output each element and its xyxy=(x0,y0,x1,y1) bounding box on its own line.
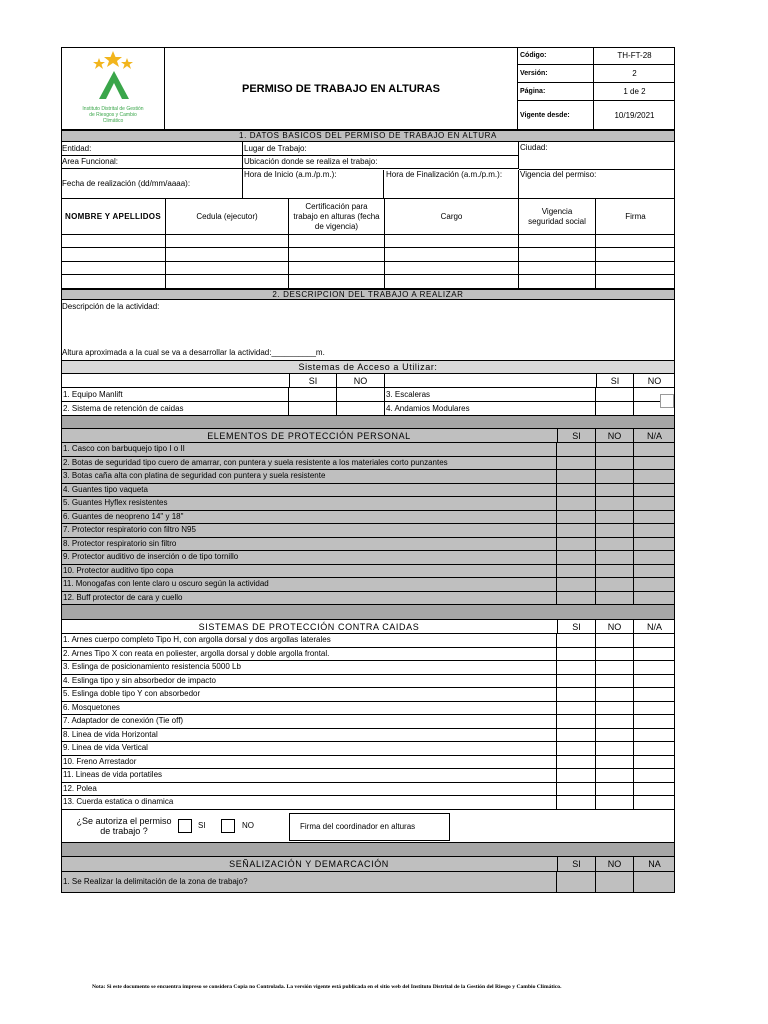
table-cell[interactable] xyxy=(385,248,519,262)
footer-note: Nota: Si este documento se encuentra impreso se considera Copia no Controlada. La versión vigente está publicada en el sitio web del Instituto Distrital de la Gestión del Riesgo y Cambio Climático. xyxy=(92,984,562,990)
si-cell[interactable] xyxy=(557,578,596,592)
table-cell[interactable] xyxy=(289,235,385,248)
field-ciudad: Ciudad: xyxy=(520,143,548,152)
table-cell[interactable] xyxy=(289,248,385,262)
checklist-item: 10. Freno Arrestador xyxy=(61,756,557,770)
acceso-si-right: SI xyxy=(596,374,634,388)
no-cell[interactable] xyxy=(596,769,634,783)
checklist-item: 8. Protector respiratorio sin filtro xyxy=(61,538,557,552)
section1-title: 1. DATOS BASICOS DEL PERMISO DE TRABAJO EN ALTURA xyxy=(61,130,675,142)
col-certificacion: Certificación para trabajo en alturas (fecha de vigencia) xyxy=(289,199,385,235)
table-cell[interactable] xyxy=(385,235,519,248)
table-cell[interactable] xyxy=(519,275,596,289)
si-cell[interactable] xyxy=(557,742,596,756)
si-cell[interactable] xyxy=(557,443,596,457)
si-cell[interactable] xyxy=(557,457,596,471)
checklist-item: 7. Protector respiratorio con filtro N95 xyxy=(61,524,557,538)
checklist-item: 1. Se Realizar la delimitación de la zona de trabajo? xyxy=(61,872,557,893)
si-cell[interactable] xyxy=(557,497,596,511)
senal-si: SI xyxy=(557,857,596,872)
si-cell[interactable] xyxy=(557,648,596,662)
caidas-si: SI xyxy=(557,620,596,634)
meta-value-page: 1 de 2 xyxy=(594,83,675,101)
table-cell[interactable] xyxy=(166,262,289,275)
logo-icon xyxy=(89,51,139,103)
checklist-item: 8. Linea de vida Horizontal xyxy=(61,729,557,743)
si-cell[interactable] xyxy=(557,524,596,538)
acceso-item: 4. Andamios Modulares xyxy=(385,402,596,416)
na-cell[interactable] xyxy=(634,769,675,783)
na-cell[interactable] xyxy=(634,796,675,810)
autoriza-si-checkbox[interactable] xyxy=(178,819,192,833)
meta-label-page: Página: xyxy=(518,83,594,101)
table-cell[interactable] xyxy=(385,262,519,275)
table-cell[interactable] xyxy=(166,275,289,289)
si-cell[interactable] xyxy=(557,688,596,702)
page-title: PERMISO DE TRABAJO EN ALTURAS xyxy=(165,47,518,130)
no-cell[interactable] xyxy=(596,443,634,457)
no-cell[interactable] xyxy=(596,729,634,743)
na-cell[interactable] xyxy=(634,538,675,552)
autoriza-question: ¿Se autoriza el permiso de trabajo ? xyxy=(76,816,172,836)
no-cell[interactable] xyxy=(596,578,634,592)
checklist-item: 11. Monogafas con lente claro u oscuro según la actividad xyxy=(61,578,557,592)
na-cell[interactable] xyxy=(634,592,675,606)
meta-label-valid: Vigente desde: xyxy=(518,101,594,130)
table-cell[interactable] xyxy=(519,235,596,248)
checklist-item: 1. Casco con barbuquejo tipo I o II xyxy=(61,443,557,457)
altura-label: Altura aproximada a la cual se va a desarrollar la actividad:__________m. xyxy=(62,348,325,357)
autoriza-no-checkbox[interactable] xyxy=(221,819,235,833)
table-cell[interactable] xyxy=(596,235,675,248)
col-firma: Firma xyxy=(625,212,646,221)
no-cell[interactable] xyxy=(596,742,634,756)
si-cell[interactable] xyxy=(557,661,596,675)
table-cell[interactable] xyxy=(166,248,289,262)
autoriza-no-label: NO xyxy=(242,821,254,830)
senal-title: SEÑALIZACIÓN Y DEMARCACIÓN xyxy=(229,859,389,869)
si-cell[interactable] xyxy=(557,538,596,552)
no-cell[interactable] xyxy=(596,648,634,662)
checklist-item: 6. Guantes de neopreno 14" y 18" xyxy=(61,511,557,525)
si-cell[interactable] xyxy=(557,783,596,797)
na-cell[interactable] xyxy=(634,524,675,538)
na-cell[interactable] xyxy=(634,497,675,511)
separator-band xyxy=(61,605,675,620)
na-cell[interactable] xyxy=(634,661,675,675)
no-cell[interactable] xyxy=(596,715,634,729)
epp-na: N/A xyxy=(646,430,662,441)
senal-na: NA xyxy=(648,859,661,869)
table-cell[interactable] xyxy=(61,248,166,262)
senal-no: NO xyxy=(596,857,634,872)
na-cell[interactable] xyxy=(634,688,675,702)
na-cell[interactable] xyxy=(634,742,675,756)
si-cell[interactable] xyxy=(557,551,596,565)
na-cell[interactable] xyxy=(634,648,675,662)
acceso-no-cell[interactable] xyxy=(337,388,385,402)
no-cell[interactable] xyxy=(596,675,634,689)
no-cell[interactable] xyxy=(596,661,634,675)
separator-band xyxy=(61,416,675,429)
checklist-item: 3. Eslinga de posicionamiento resistencia 5000 Lb xyxy=(61,661,557,675)
acceso-item: 2. Sistema de retención de caidas xyxy=(61,402,289,416)
acceso-item: 1. Equipo Manlift xyxy=(61,388,289,402)
na-cell[interactable] xyxy=(634,715,675,729)
na-cell[interactable] xyxy=(634,578,675,592)
acceso-no-right: NO xyxy=(647,375,662,386)
na-cell[interactable] xyxy=(634,511,675,525)
acceso-checkbox[interactable] xyxy=(660,394,674,408)
na-cell[interactable] xyxy=(634,702,675,716)
na-cell[interactable] xyxy=(634,470,675,484)
meta-value-valid: 10/19/2021 xyxy=(614,110,655,120)
na-cell[interactable] xyxy=(634,756,675,770)
table-cell[interactable] xyxy=(596,275,675,289)
no-cell[interactable] xyxy=(596,470,634,484)
caidas-no: NO xyxy=(596,620,634,634)
no-cell[interactable] xyxy=(596,565,634,579)
table-cell[interactable] xyxy=(166,235,289,248)
checklist-item: 4. Eslinga tipo y sin absorbedor de impacto xyxy=(61,675,557,689)
si-cell[interactable] xyxy=(557,565,596,579)
checklist-item: 11. Lineas de vida portatiles xyxy=(61,769,557,783)
na-cell[interactable] xyxy=(634,783,675,797)
checklist-item: 3. Botas caña alta con platina de seguridad con puntera y suela resistente xyxy=(61,470,557,484)
table-cell[interactable] xyxy=(519,248,596,262)
na-cell[interactable] xyxy=(634,457,675,471)
no-cell[interactable] xyxy=(596,872,634,893)
si-cell[interactable] xyxy=(557,796,596,810)
meta-value-version: 2 xyxy=(594,65,675,83)
table-cell[interactable] xyxy=(519,262,596,275)
field-ubicacion: Ubicación donde se realiza el trabajo: xyxy=(243,156,519,169)
firma-coordinador[interactable]: Firma del coordinador en alturas xyxy=(289,813,450,841)
checklist-item: 2. Arnes Tipo X con reata en poliester, argolla dorsal y doble argolla frontal. xyxy=(61,648,557,662)
field-area: Area Funcional: xyxy=(61,156,243,169)
si-cell[interactable] xyxy=(557,702,596,716)
caidas-na: N/A xyxy=(646,621,662,632)
no-cell[interactable] xyxy=(596,511,634,525)
si-cell[interactable] xyxy=(557,769,596,783)
acceso-si-cell[interactable] xyxy=(596,402,634,416)
na-cell[interactable] xyxy=(634,872,675,893)
acceso-no-left: NO xyxy=(337,374,385,388)
no-cell[interactable] xyxy=(596,592,634,606)
acceso-no-cell[interactable] xyxy=(337,402,385,416)
no-cell[interactable] xyxy=(596,756,634,770)
acceso-si-left: SI xyxy=(289,374,337,388)
epp-no: NO xyxy=(596,429,634,443)
col-cargo: Cargo xyxy=(385,199,519,235)
no-cell[interactable] xyxy=(596,457,634,471)
si-cell[interactable] xyxy=(557,715,596,729)
na-cell[interactable] xyxy=(634,484,675,498)
no-cell[interactable] xyxy=(596,497,634,511)
checklist-item: 12. Polea xyxy=(61,783,557,797)
meta-label-version: Versión: xyxy=(518,65,594,83)
checklist-item: 10. Protector auditivo tipo copa xyxy=(61,565,557,579)
checklist-item: 4. Guantes tipo vaqueta xyxy=(61,484,557,498)
na-cell[interactable] xyxy=(634,634,675,648)
si-cell[interactable] xyxy=(557,634,596,648)
no-cell[interactable] xyxy=(596,634,634,648)
epp-title: ELEMENTOS DE PROTECCIÓN PERSONAL xyxy=(207,430,411,441)
no-cell[interactable] xyxy=(596,688,634,702)
field-entidad: Entidad: xyxy=(61,142,243,156)
si-cell[interactable] xyxy=(557,484,596,498)
si-cell[interactable] xyxy=(557,872,596,893)
no-cell[interactable] xyxy=(596,796,634,810)
table-cell[interactable] xyxy=(289,262,385,275)
separator-band xyxy=(61,843,675,857)
table-cell[interactable] xyxy=(61,275,166,289)
acceso-si-cell[interactable] xyxy=(596,388,634,402)
field-lugar: Lugar de Trabajo: xyxy=(243,142,519,156)
acceso-si-cell[interactable] xyxy=(289,388,337,402)
col-nombre: NOMBRE Y APELLIDOS xyxy=(61,199,166,235)
si-cell[interactable] xyxy=(557,470,596,484)
descripcion-label: Descripción de la actividad: xyxy=(62,302,160,311)
no-cell[interactable] xyxy=(596,524,634,538)
table-cell[interactable] xyxy=(289,275,385,289)
autoriza-si-label: SI xyxy=(198,821,206,830)
checklist-item: 9. Linea de vida Vertical xyxy=(61,742,557,756)
na-cell[interactable] xyxy=(634,443,675,457)
section2-title: 2. DESCRIPCION DEL TRABAJO A REALIZAR xyxy=(61,289,675,300)
epp-si: SI xyxy=(557,429,596,443)
table-cell[interactable] xyxy=(385,275,519,289)
field-hora-inicio: Hora de Inicio (a.m./p.m.): xyxy=(243,170,384,199)
si-cell[interactable] xyxy=(557,675,596,689)
checklist-item: 12. Buff protector de cara y cuello xyxy=(61,592,557,606)
acceso-item: 3. Escaleras xyxy=(385,388,596,402)
checklist-item: 9. Protector auditivo de inserción o de tipo tornillo xyxy=(61,551,557,565)
acceso-si-cell[interactable] xyxy=(289,402,337,416)
checklist-item: 1. Arnes cuerpo completo Tipo H, con argolla dorsal y dos argollas laterales xyxy=(61,634,557,648)
logo-text: Instituto Distrital de Gestión de Riesgos y Cambio Climático xyxy=(82,106,144,124)
checklist-item: 5. Eslinga doble tipo Y con absorbedor xyxy=(61,688,557,702)
col-cedula: Cedula (ejecutor) xyxy=(166,199,289,235)
checklist-item: 2. Botas de seguridad tipo cuero de amarrar, con puntera y suela resistente a los materiales corto punzantes xyxy=(61,457,557,471)
field-fecha: Fecha de realización (dd/mm/aaaa): xyxy=(61,169,243,199)
table-cell[interactable] xyxy=(596,262,675,275)
na-cell[interactable] xyxy=(634,551,675,565)
checklist-item: 5. Guantes Hyflex resistentes xyxy=(61,497,557,511)
no-cell[interactable] xyxy=(596,551,634,565)
no-cell[interactable] xyxy=(596,702,634,716)
checklist-item: 7. Adaptador de conexión (Tie off) xyxy=(61,715,557,729)
checklist-item: 13. Cuerda estatica o dinamica xyxy=(61,796,557,810)
si-cell[interactable] xyxy=(557,756,596,770)
table-cell[interactable] xyxy=(61,235,166,248)
no-cell[interactable] xyxy=(596,484,634,498)
table-cell[interactable] xyxy=(596,248,675,262)
no-cell[interactable] xyxy=(596,783,634,797)
si-cell[interactable] xyxy=(557,729,596,743)
table-cell[interactable] xyxy=(61,262,166,275)
na-cell[interactable] xyxy=(634,729,675,743)
na-cell[interactable] xyxy=(634,565,675,579)
field-hora-fin: Hora de Finalización (a.m./p.m.): xyxy=(384,170,519,199)
no-cell[interactable] xyxy=(596,538,634,552)
na-cell[interactable] xyxy=(634,675,675,689)
checklist-item: 6. Mosquetones xyxy=(61,702,557,716)
si-cell[interactable] xyxy=(557,511,596,525)
si-cell[interactable] xyxy=(557,592,596,606)
meta-value-code: TH-FT-28 xyxy=(594,47,675,65)
caidas-title: SISTEMAS DE PROTECCIÓN CONTRA CAIDAS xyxy=(198,621,420,632)
meta-label-code: Código: xyxy=(518,47,594,65)
acceso-title: Sistemas de Acceso a Utilizar: xyxy=(61,361,675,374)
logo-cell xyxy=(61,47,165,130)
col-vigencia-ss: Vigencia seguridad social xyxy=(519,199,596,235)
field-vigencia-permiso: Vigencia del permiso: xyxy=(520,170,597,179)
